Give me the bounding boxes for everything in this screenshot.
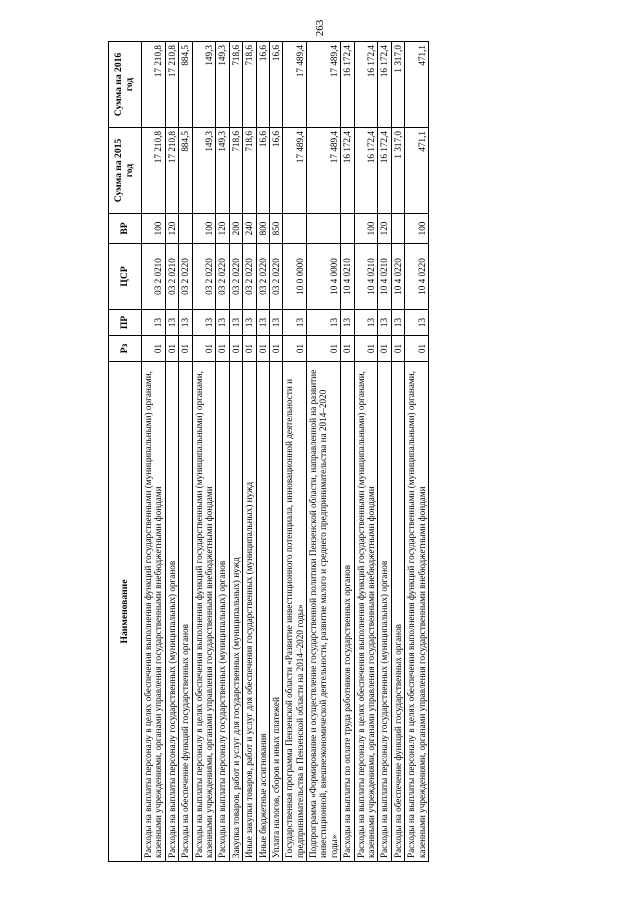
cell-csr: 10 4 0210 <box>378 244 391 310</box>
cell-name: Расходы на выплаты персоналу в целях обеспечения выполнения функций государственными (муниципальными) органами, казенными учреждениями, органами управления государственными внебюджетными фондами <box>142 362 166 862</box>
cell-name: Закупка товаров, работ и услуг для государственных (муниципальных) нужд <box>229 362 242 862</box>
table-row <box>307 42 341 862</box>
cell-name: Расходы на выплаты персоналу государственных (муниципальных) органов <box>378 362 391 862</box>
cell-rz: 01 <box>243 336 256 362</box>
table-row <box>283 42 307 862</box>
cell-name: Расходы на обеспечение функций государственных органов <box>179 362 192 862</box>
cell-sum-2016: 17 489,4 <box>307 42 341 128</box>
cell-sum-2015: 17 489,4 <box>307 128 341 214</box>
cell-sum-2015: 16,6 <box>269 128 282 214</box>
table-row <box>192 42 216 862</box>
cell-sum-2016: 884,5 <box>179 42 192 128</box>
cell-csr: 03 2 0220 <box>269 244 282 310</box>
header-rz: Рз <box>109 336 142 362</box>
cell-sum-2015: 17 210,8 <box>165 128 178 214</box>
header-csr: ЦСР <box>109 244 142 310</box>
cell-vr: 120 <box>216 214 229 244</box>
cell-csr: 03 2 0220 <box>229 244 242 310</box>
cell-name: Государственная программа Пензенской области «Развитие инвестиционного потенциала, инновационной деятельности и предпринимательства в Пензенской области на 2014–2020 годы» <box>283 362 307 862</box>
table-header-row <box>109 42 142 862</box>
cell-csr: 03 2 0210 <box>142 244 166 310</box>
header-pr: ПР <box>109 310 142 336</box>
table-row <box>354 42 378 862</box>
cell-rz: 01 <box>256 336 269 362</box>
cell-name: Расходы на выплаты персоналу в целях обеспечения выполнения функций государственными (муниципальными) органами, казенными учреждениями, органами управления государственными внебюджетными фондами <box>192 362 216 862</box>
budget-table <box>108 41 429 862</box>
cell-sum-2016: 149,3 <box>192 42 216 128</box>
header-sum-2015: Сумма на 2015 год <box>109 128 142 214</box>
cell-name: Расходы на выплаты персоналу в целях обеспечения выполнения функций государственными (муниципальными) органами, казенными учреждениями, органами управления государственными внебюджетными фондами <box>354 362 378 862</box>
cell-pr: 13 <box>354 310 378 336</box>
cell-sum-2015: 16 172,4 <box>341 128 354 214</box>
cell-pr: 13 <box>142 310 166 336</box>
cell-rz: 01 <box>192 336 216 362</box>
cell-sum-2016: 718,6 <box>229 42 242 128</box>
cell-sum-2015: 718,6 <box>243 128 256 214</box>
cell-vr: 100 <box>142 214 166 244</box>
cell-sum-2016: 149,3 <box>216 42 229 128</box>
cell-vr: 100 <box>354 214 378 244</box>
cell-rz: 01 <box>378 336 391 362</box>
cell-vr <box>307 214 341 244</box>
cell-sum-2015: 149,3 <box>216 128 229 214</box>
table-row <box>243 42 256 862</box>
cell-sum-2015: 884,5 <box>179 128 192 214</box>
cell-rz: 01 <box>341 336 354 362</box>
rotated-table-sheet <box>108 42 538 862</box>
cell-sum-2016: 16 172,4 <box>354 42 378 128</box>
cell-sum-2015: 16,6 <box>256 128 269 214</box>
table-row <box>256 42 269 862</box>
cell-rz: 01 <box>354 336 378 362</box>
header-sum-2016: Сумма на 2016 год <box>109 42 142 128</box>
cell-sum-2016: 1 317,0 <box>391 42 404 128</box>
cell-sum-2015: 16 172,4 <box>354 128 378 214</box>
cell-name: Уплата налогов, сборов и иных платежей <box>269 362 282 862</box>
cell-sum-2016: 16,6 <box>256 42 269 128</box>
cell-csr: 10 4 0210 <box>341 244 354 310</box>
cell-rz: 01 <box>179 336 192 362</box>
table-row <box>179 42 192 862</box>
cell-csr: 10 4 0220 <box>405 244 429 310</box>
cell-pr: 13 <box>243 310 256 336</box>
cell-csr: 03 2 0220 <box>179 244 192 310</box>
cell-name: Расходы на обеспечение функций государственных органов <box>391 362 404 862</box>
cell-csr: 10 4 0000 <box>307 244 341 310</box>
page-number: 263 <box>314 19 326 37</box>
table-row <box>378 42 391 862</box>
cell-sum-2015: 17 210,8 <box>142 128 166 214</box>
cell-csr: 10 4 0210 <box>354 244 378 310</box>
cell-sum-2015: 1 317,0 <box>391 128 404 214</box>
cell-sum-2016: 16 172,4 <box>378 42 391 128</box>
cell-pr: 13 <box>269 310 282 336</box>
cell-pr: 13 <box>341 310 354 336</box>
cell-pr: 13 <box>256 310 269 336</box>
cell-csr: 03 2 0220 <box>192 244 216 310</box>
cell-vr: 240 <box>243 214 256 244</box>
cell-rz: 01 <box>142 336 166 362</box>
cell-name: Иные закупки товаров, работ и услуг для обеспечения государственных (муниципальных) нужд <box>243 362 256 862</box>
table-row <box>216 42 229 862</box>
cell-rz: 01 <box>269 336 282 362</box>
cell-sum-2016: 16,6 <box>269 42 282 128</box>
cell-pr: 13 <box>192 310 216 336</box>
cell-name: Расходы на выплаты персоналу в целях обеспечения выполнения функций государственными (муниципальными) органами, казенными учреждениями, органами управления государственными внебюджетными фондами <box>405 362 429 862</box>
cell-csr: 03 2 0210 <box>165 244 178 310</box>
table-row <box>341 42 354 862</box>
table-row <box>229 42 242 862</box>
cell-name: Расходы на выплаты по оплате труда работников государственных органов <box>341 362 354 862</box>
cell-sum-2016: 17 210,8 <box>142 42 166 128</box>
table-row <box>165 42 178 862</box>
cell-csr: 03 2 0220 <box>243 244 256 310</box>
cell-vr: 100 <box>192 214 216 244</box>
cell-vr: 200 <box>229 214 242 244</box>
cell-vr: 120 <box>165 214 178 244</box>
cell-name: Подпрограмма «Формирование и осуществление государственной политики Пензенской области, направленной на развитие инвестиционной, внешнеэкономической деятельности, развитие малого и среднего предпринимательства на 2014–2020 годы» <box>307 362 341 862</box>
cell-sum-2016: 16 172,4 <box>341 42 354 128</box>
cell-vr <box>391 214 404 244</box>
table-row <box>142 42 166 862</box>
cell-csr: 10 0 0000 <box>283 244 307 310</box>
cell-pr: 13 <box>405 310 429 336</box>
cell-rz: 01 <box>307 336 341 362</box>
cell-rz: 01 <box>391 336 404 362</box>
cell-name: Расходы на выплаты персоналу государственных (муниципальных) органов <box>165 362 178 862</box>
cell-pr: 13 <box>229 310 242 336</box>
cell-sum-2016: 718,6 <box>243 42 256 128</box>
cell-pr: 13 <box>216 310 229 336</box>
cell-rz: 01 <box>165 336 178 362</box>
cell-name: Иные бюджетные ассигнования <box>256 362 269 862</box>
cell-pr: 13 <box>283 310 307 336</box>
header-vr: ВР <box>109 214 142 244</box>
cell-rz: 01 <box>229 336 242 362</box>
cell-rz: 01 <box>405 336 429 362</box>
cell-sum-2015: 718,6 <box>229 128 242 214</box>
cell-sum-2015: 471,1 <box>405 128 429 214</box>
table-row <box>269 42 282 862</box>
cell-vr: 100 <box>405 214 429 244</box>
cell-sum-2016: 17 210,8 <box>165 42 178 128</box>
table-rotation-frame <box>108 42 538 862</box>
cell-pr: 13 <box>378 310 391 336</box>
cell-csr: 10 4 0220 <box>391 244 404 310</box>
cell-name: Расходы на выплаты персоналу государственных (муниципальных) органов <box>216 362 229 862</box>
cell-sum-2015: 17 489,4 <box>283 128 307 214</box>
cell-pr: 13 <box>179 310 192 336</box>
cell-vr: 850 <box>269 214 282 244</box>
table-row <box>405 42 429 862</box>
cell-vr <box>283 214 307 244</box>
cell-csr: 03 2 0220 <box>256 244 269 310</box>
cell-rz: 01 <box>283 336 307 362</box>
cell-pr: 13 <box>391 310 404 336</box>
cell-vr: 800 <box>256 214 269 244</box>
cell-sum-2016: 471,1 <box>405 42 429 128</box>
cell-csr: 03 2 0220 <box>216 244 229 310</box>
cell-vr: 120 <box>378 214 391 244</box>
cell-pr: 13 <box>307 310 341 336</box>
cell-pr: 13 <box>165 310 178 336</box>
cell-vr <box>341 214 354 244</box>
header-name: Наименование <box>109 362 142 862</box>
cell-sum-2015: 149,3 <box>192 128 216 214</box>
cell-sum-2016: 17 489,4 <box>283 42 307 128</box>
cell-rz: 01 <box>216 336 229 362</box>
cell-sum-2015: 16 172,4 <box>378 128 391 214</box>
table-row <box>391 42 404 862</box>
cell-vr <box>179 214 192 244</box>
